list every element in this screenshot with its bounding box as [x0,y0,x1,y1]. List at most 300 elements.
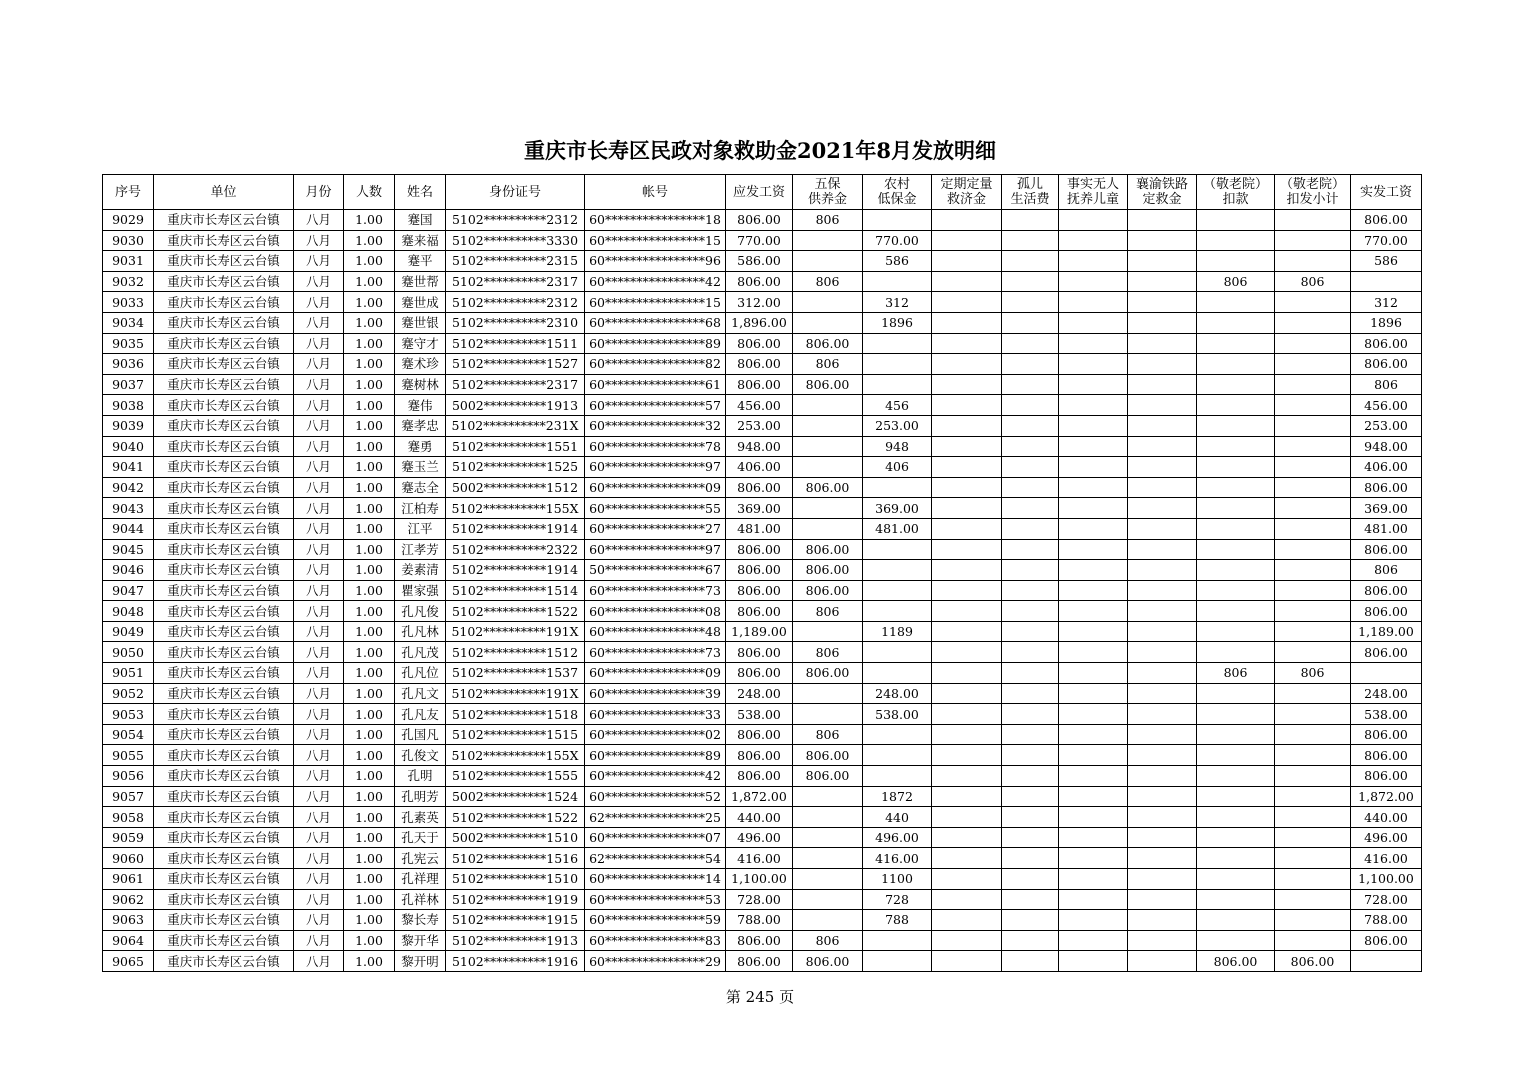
table-cell: 806.00 [793,951,863,972]
table-cell: 5102**********1914 [446,518,585,539]
table-cell: 5102**********1525 [446,457,585,478]
table-cell: 1.00 [344,951,395,972]
table-cell [1059,930,1128,951]
table-row [103,457,1422,478]
table-cell: 806.00 [726,663,793,684]
table-cell: 1.00 [344,704,395,725]
table-row [103,889,1422,910]
table-cell [1275,292,1351,313]
table-cell [1059,807,1128,828]
table-cell: 60****************15 [585,230,726,251]
table-cell: 806 [1197,271,1275,292]
table-row [103,827,1422,848]
table-cell [1128,621,1197,642]
table-cell: 456.00 [1351,395,1422,416]
table-cell [1275,415,1351,436]
table-cell: 416.00 [863,848,932,869]
table-cell [1059,210,1128,231]
table-row [103,312,1422,333]
payment-table [102,174,1422,972]
table-cell: 1.00 [344,374,395,395]
table-cell [1002,683,1059,704]
table-cell: 黎开明 [395,951,446,972]
table-cell: 1.00 [344,601,395,622]
table-cell [1197,539,1275,560]
table-cell: 806.00 [1351,477,1422,498]
table-cell: 蹇孝忠 [395,415,446,436]
column-header-line: 襄渝铁路 [1135,177,1188,192]
table-cell [932,807,1002,828]
table-cell [1197,724,1275,745]
table-cell: 5102**********1514 [446,580,585,601]
table-row [103,642,1422,663]
table-cell [1002,354,1059,375]
table-cell [932,560,1002,581]
table-cell [1275,230,1351,251]
table-cell: 728.00 [726,889,793,910]
table-cell: 9038 [103,395,154,416]
table-cell [1002,621,1059,642]
table-row [103,292,1422,313]
table-cell: 948 [863,436,932,457]
table-cell [1059,745,1128,766]
table-cell: 5102**********2312 [446,210,585,231]
table-cell: 1.00 [344,724,395,745]
table-cell: 八月 [294,374,344,395]
column-header-line: 扣发小计 [1286,192,1339,207]
table-row [103,580,1422,601]
table-cell: 1,896.00 [726,312,793,333]
table-cell [1128,786,1197,807]
table-cell: 5002**********1510 [446,827,585,848]
table-cell [793,436,863,457]
table-cell [932,539,1002,560]
table-cell: 9042 [103,477,154,498]
table-cell [1275,354,1351,375]
table-cell [1197,354,1275,375]
table-cell: 806 [1275,271,1351,292]
table-cell: 重庆市长寿区云台镇 [154,333,294,354]
table-row [103,560,1422,581]
table-cell [1128,827,1197,848]
table-cell: 60****************39 [585,683,726,704]
table-cell [1128,230,1197,251]
table-cell [1059,869,1128,890]
table-cell: 重庆市长寿区云台镇 [154,395,294,416]
table-cell: 重庆市长寿区云台镇 [154,663,294,684]
table-cell [1197,930,1275,951]
table-cell [1197,374,1275,395]
table-cell [1275,745,1351,766]
table-cell [1128,477,1197,498]
table-cell: 蹇守才 [395,333,446,354]
table-cell [1059,498,1128,519]
table-cell: 重庆市长寿区云台镇 [154,910,294,931]
table-cell: 1.00 [344,807,395,828]
table-cell [1128,354,1197,375]
table-cell: 1.00 [344,210,395,231]
table-cell: 1.00 [344,766,395,787]
table-cell [1002,807,1059,828]
table-cell: 60****************73 [585,580,726,601]
table-body [103,210,1422,972]
table-cell [1059,374,1128,395]
table-cell: 9049 [103,621,154,642]
column-header-line: 应发工资 [732,184,785,200]
table-cell: 蹇平 [395,251,446,272]
table-cell: 806 [793,271,863,292]
table-cell: 重庆市长寿区云台镇 [154,807,294,828]
table-cell [932,395,1002,416]
table-cell: 孔祥林 [395,889,446,910]
table-cell [932,869,1002,890]
table-row [103,663,1422,684]
table-cell: 9050 [103,642,154,663]
table-cell: 806.00 [726,601,793,622]
table-cell: 9055 [103,745,154,766]
column-header [726,175,793,210]
table-cell [1275,560,1351,581]
table-cell: 369.00 [1351,498,1422,519]
table-cell: 孔凡友 [395,704,446,725]
table-cell: 5102**********1916 [446,951,585,972]
table-cell: 5102**********1512 [446,642,585,663]
table-cell: 八月 [294,312,344,333]
table-cell [1059,230,1128,251]
table-cell [1002,766,1059,787]
table-cell: 806 [793,642,863,663]
column-header [154,175,294,210]
table-cell [1275,477,1351,498]
table-cell: 806.00 [1351,539,1422,560]
table-cell [1128,745,1197,766]
table-row [103,910,1422,931]
table-cell: 806 [793,724,863,745]
table-cell [1059,477,1128,498]
table-cell [1128,889,1197,910]
table-cell [1002,827,1059,848]
table-cell: 9065 [103,951,154,972]
table-cell: 806.00 [1351,333,1422,354]
table-cell [863,601,932,622]
column-header-line: 定期定量 [940,177,993,192]
table-cell: 456.00 [726,395,793,416]
table-cell [932,312,1002,333]
table-cell [1002,477,1059,498]
table-cell [1275,766,1351,787]
table-cell: 5102**********1516 [446,848,585,869]
table-cell [1275,910,1351,931]
table-cell [1275,827,1351,848]
table-cell [1128,395,1197,416]
table-cell: 481.00 [863,518,932,539]
table-cell: 重庆市长寿区云台镇 [154,312,294,333]
table-cell: 5102**********1510 [446,869,585,890]
table-cell: 1.00 [344,580,395,601]
table-cell: 253.00 [726,415,793,436]
table-cell: 806 [793,930,863,951]
table-cell: 806 [793,601,863,622]
table-cell: 重庆市长寿区云台镇 [154,745,294,766]
table-cell: 黎长寿 [395,910,446,931]
table-cell: 1,189.00 [726,621,793,642]
table-cell [1197,766,1275,787]
table-cell: 1189 [863,621,932,642]
table-cell: 806.00 [1197,951,1275,972]
table-cell: 1.00 [344,930,395,951]
column-header [446,175,585,210]
table-cell [793,251,863,272]
table-cell: 5102**********1915 [446,910,585,931]
table-cell: 1.00 [344,786,395,807]
table-cell [1197,210,1275,231]
table-cell: 806.00 [726,271,793,292]
table-cell [932,374,1002,395]
table-cell [932,889,1002,910]
table-cell [1059,518,1128,539]
table-cell: 9040 [103,436,154,457]
table-cell [1275,436,1351,457]
table-cell [1059,333,1128,354]
table-cell: 八月 [294,786,344,807]
table-cell: 60****************53 [585,889,726,910]
column-header [1275,175,1351,210]
table-cell [1275,580,1351,601]
table-cell: 江孝芳 [395,539,446,560]
table-cell: 9062 [103,889,154,910]
table-cell: 60****************82 [585,354,726,375]
table-cell: 八月 [294,292,344,313]
table-cell: 重庆市长寿区云台镇 [154,786,294,807]
table-cell [793,807,863,828]
table-cell: 1.00 [344,910,395,931]
table-cell: 496.00 [863,827,932,848]
table-cell: 八月 [294,333,344,354]
table-cell: 60****************32 [585,415,726,436]
table-row [103,786,1422,807]
table-cell: 9046 [103,560,154,581]
table-cell [1197,498,1275,519]
table-cell: 416.00 [1351,848,1422,869]
table-cell: 1,872.00 [726,786,793,807]
table-cell [1275,395,1351,416]
table-cell: 9032 [103,271,154,292]
table-cell: 5102**********3330 [446,230,585,251]
table-cell: 1.00 [344,312,395,333]
table-cell: 重庆市长寿区云台镇 [154,374,294,395]
table-cell [863,580,932,601]
table-cell: 60****************68 [585,312,726,333]
column-header-line: 生活费 [1010,192,1050,207]
table-cell: 60****************33 [585,704,726,725]
table-cell [1059,910,1128,931]
table-cell [1275,312,1351,333]
table-cell: 瞿家强 [395,580,446,601]
table-cell: 312.00 [726,292,793,313]
table-cell: 806 [1197,663,1275,684]
table-cell [1275,869,1351,890]
table-cell [1275,786,1351,807]
column-header-line: 帐号 [641,184,668,200]
table-cell [863,766,932,787]
table-cell: 八月 [294,724,344,745]
table-cell: 1.00 [344,271,395,292]
table-cell: 5102**********155X [446,745,585,766]
table-cell: 9041 [103,457,154,478]
table-cell: 1.00 [344,683,395,704]
table-cell [793,230,863,251]
table-cell: 蹇世银 [395,312,446,333]
table-cell [1002,786,1059,807]
table-cell: 806.00 [726,210,793,231]
column-header-line: 孤儿 [1016,177,1043,192]
table-cell: 孔国凡 [395,724,446,745]
table-cell: 253.00 [1351,415,1422,436]
table-cell [1059,724,1128,745]
table-cell [1002,889,1059,910]
table-cell: 蹇玉兰 [395,457,446,478]
table-cell [1059,580,1128,601]
table-cell: 9052 [103,683,154,704]
table-cell [1275,683,1351,704]
table-cell [1275,518,1351,539]
table-cell: 60****************18 [585,210,726,231]
table-cell [932,210,1002,231]
table-cell [1002,539,1059,560]
table-cell [793,292,863,313]
table-cell: 248.00 [1351,683,1422,704]
table-cell [1002,704,1059,725]
table-cell: 806.00 [1351,930,1422,951]
table-cell [1275,704,1351,725]
table-cell [1002,601,1059,622]
table-cell: 806.00 [793,374,863,395]
column-header-line: 五保 [814,177,841,192]
table-cell: 60****************08 [585,601,726,622]
table-cell: 60****************42 [585,766,726,787]
table-cell: 5102**********2312 [446,292,585,313]
table-cell: 253.00 [863,415,932,436]
table-cell: 八月 [294,951,344,972]
table-cell: 788.00 [1351,910,1422,931]
table-cell [1275,848,1351,869]
table-cell: 1,100.00 [726,869,793,890]
table-row [103,374,1422,395]
table-cell: 5102**********1914 [446,560,585,581]
table-cell: 八月 [294,601,344,622]
table-cell [932,848,1002,869]
table-cell [1059,271,1128,292]
table-cell [1197,704,1275,725]
table-row [103,333,1422,354]
table-cell [1059,560,1128,581]
table-cell [1197,869,1275,890]
table-cell [793,498,863,519]
table-cell [1059,951,1128,972]
table-cell [1197,333,1275,354]
table-cell: 481.00 [726,518,793,539]
table-cell: 5102**********2317 [446,271,585,292]
column-header-line: 供养金 [807,192,847,207]
table-cell [1197,621,1275,642]
table-cell: 蹇伟 [395,395,446,416]
column-header [1059,175,1128,210]
column-header-line: 抚养儿童 [1066,192,1119,207]
table-cell: 八月 [294,415,344,436]
table-cell [1197,827,1275,848]
table-cell: 八月 [294,766,344,787]
table-cell [863,210,932,231]
table-cell: 770.00 [863,230,932,251]
table-cell [863,333,932,354]
table-cell: 重庆市长寿区云台镇 [154,580,294,601]
column-header-line: 农村 [883,177,910,192]
table-cell: 1.00 [344,333,395,354]
table-cell: 八月 [294,354,344,375]
table-cell: 60****************29 [585,951,726,972]
table-cell [793,457,863,478]
table-cell: 5102**********1919 [446,889,585,910]
table-cell: 60****************97 [585,457,726,478]
table-cell [1275,621,1351,642]
table-cell: 60****************09 [585,663,726,684]
table-row [103,395,1422,416]
table-cell [932,230,1002,251]
table-cell [1128,333,1197,354]
column-header [932,175,1002,210]
table-cell [1128,683,1197,704]
table-cell [1197,415,1275,436]
table-cell [1002,374,1059,395]
table-cell [932,621,1002,642]
table-cell: 5102**********1522 [446,601,585,622]
column-header [1002,175,1059,210]
table-cell: 806.00 [1351,642,1422,663]
table-cell: 蹇世帮 [395,271,446,292]
table-cell [1059,251,1128,272]
table-cell: 9057 [103,786,154,807]
table-cell: 806 [1275,663,1351,684]
table-cell: 1.00 [344,869,395,890]
table-cell [932,745,1002,766]
table-cell [863,724,932,745]
table-row [103,210,1422,231]
table-cell: 八月 [294,518,344,539]
table-row [103,477,1422,498]
table-cell [1059,601,1128,622]
table-cell: 1.00 [344,436,395,457]
table-cell [1128,869,1197,890]
table-cell: 江柏寿 [395,498,446,519]
column-header [863,175,932,210]
table-cell [1002,333,1059,354]
table-cell: 5002**********1913 [446,395,585,416]
table-cell: 1,189.00 [1351,621,1422,642]
table-cell: 50****************67 [585,560,726,581]
table-cell [1197,560,1275,581]
table-cell: 60****************15 [585,292,726,313]
table-cell: 孔祥理 [395,869,446,890]
table-cell: 9048 [103,601,154,622]
table-cell: 481.00 [1351,518,1422,539]
table-cell: 1896 [1351,312,1422,333]
table-cell: 八月 [294,848,344,869]
table-cell [1002,457,1059,478]
table-cell: 孔天于 [395,827,446,848]
table-cell: 60****************97 [585,539,726,560]
column-header [1128,175,1197,210]
table-cell [1128,807,1197,828]
